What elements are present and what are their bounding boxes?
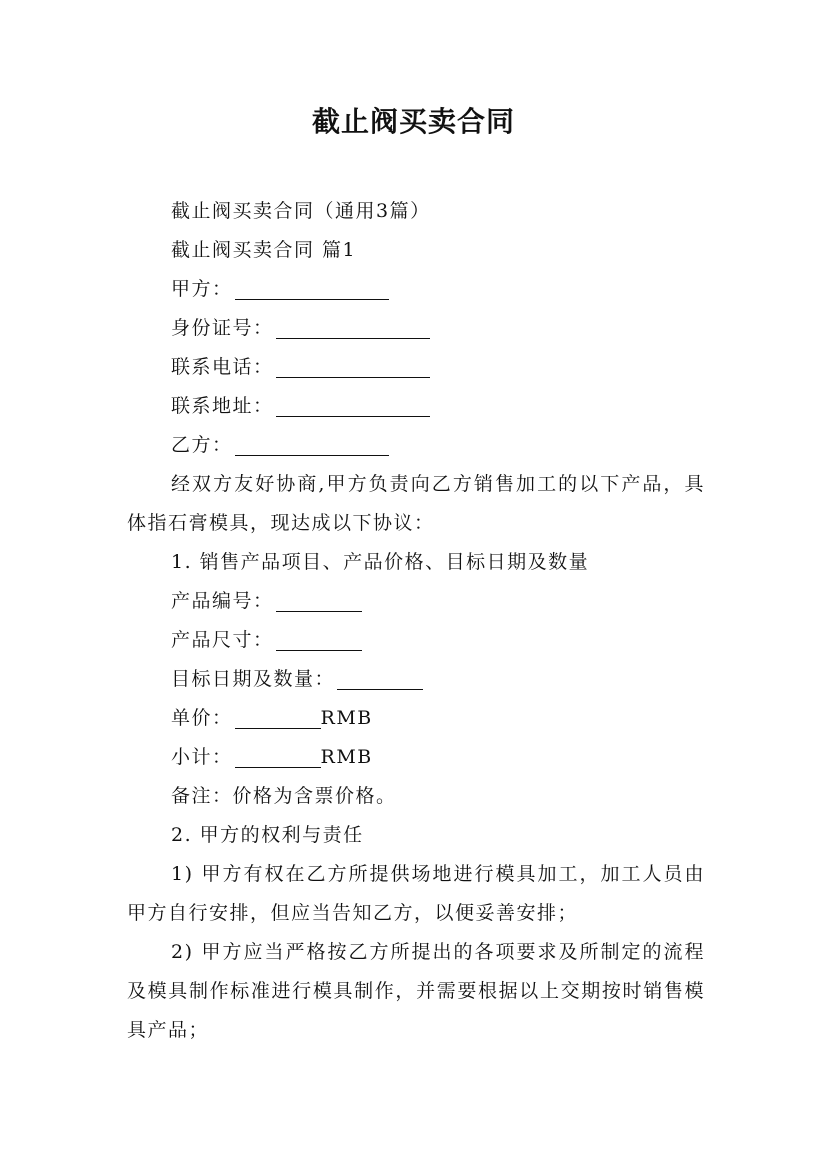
document-title: 截止阀买卖合同 (311, 105, 515, 138)
subtotal-blank (235, 747, 321, 768)
phone-label: 联系电话： (171, 356, 274, 378)
document-body (127, 192, 705, 1050)
product-no-label: 产品编号： (171, 590, 274, 612)
item1-heading: 1. 销售产品项目、产品价格、目标日期及数量 (171, 551, 590, 573)
section-heading: 截止阀买卖合同 篇1 (171, 239, 357, 261)
party-a-label: 甲方： (171, 278, 233, 300)
unit-price-line (127, 699, 705, 738)
product-size-blank (276, 630, 362, 651)
intro-paragraph: 经双方友好协商,甲方负责向乙方销售加工的以下产品，具体指石膏模具，现达成以下协议： (127, 473, 705, 534)
subtotal-label: 小计： (171, 746, 233, 768)
unit-price-label: 单价： (171, 707, 233, 729)
party-b-blank (235, 435, 389, 456)
item2-heading: 2. 甲方的权利与责任 (171, 824, 364, 846)
product-size-label: 产品尺寸： (171, 629, 274, 651)
item2-clause-1: 1) 甲方有权在乙方所提供场地进行模具加工，加工人员由甲方自行安排，但应当告知乙方，以便妥善安排； (127, 863, 705, 924)
party-a-line (127, 270, 705, 309)
id-number-blank (276, 318, 430, 339)
subtotal-line (127, 738, 705, 777)
party-b-line (127, 426, 705, 465)
subtitle: 截止阀买卖合同（通用3篇） (171, 200, 431, 222)
unit-price-currency: RMB (320, 707, 373, 729)
remark-line: 备注：价格为含票价格。 (171, 785, 397, 807)
address-label: 联系地址： (171, 395, 274, 417)
unit-price-blank (235, 708, 321, 729)
id-number-label: 身份证号： (171, 317, 274, 339)
phone-blank (276, 357, 430, 378)
target-date-qty-blank (337, 669, 423, 690)
address-line (127, 387, 705, 426)
address-blank (276, 396, 430, 417)
subtotal-currency: RMB (320, 746, 373, 768)
id-number-line (127, 309, 705, 348)
party-b-label: 乙方： (171, 434, 233, 456)
phone-line (127, 348, 705, 387)
target-date-qty-line (127, 660, 705, 699)
target-date-qty-label: 目标日期及数量： (171, 668, 336, 690)
product-size-line (127, 621, 705, 660)
party-a-blank (235, 279, 389, 300)
item2-clause-2: 2) 甲方应当严格按乙方所提出的各项要求及所制定的流程及模具制作标准进行模具制作，并需要根据以上交期按时销售模具产品； (127, 941, 705, 1041)
product-no-blank (276, 591, 362, 612)
product-no-line (127, 582, 705, 621)
